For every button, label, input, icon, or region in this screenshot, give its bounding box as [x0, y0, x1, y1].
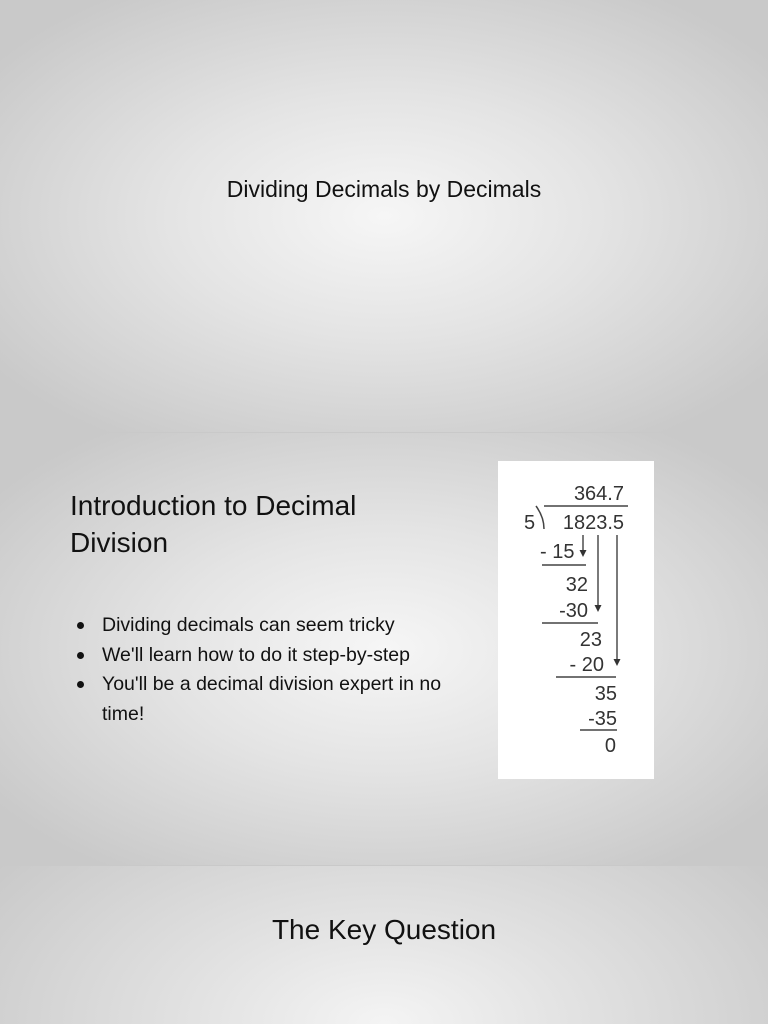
key-question-slide: [0, 866, 768, 1024]
bullet-text: Dividing decimals can seem tricky: [102, 614, 395, 636]
bullet-text: You'll be a decimal division expert in no time!: [102, 673, 442, 725]
bring-down-arrow-2: [595, 535, 602, 612]
bullet-item: [70, 611, 460, 641]
bring-down-arrow-1: [580, 535, 587, 557]
step-subtract-2: -30: [559, 600, 588, 622]
step-remainder-1: 32: [565, 574, 588, 596]
slide-title: Dividing Decimals by Decimals: [226, 176, 542, 202]
quotient-text: 364.7: [573, 483, 624, 505]
slide-heading: Introduction to Decimal Division: [70, 490, 357, 558]
bullet-dot-icon: [77, 652, 84, 659]
divisor-text: 5: [524, 512, 536, 534]
final-remainder: 0: [604, 735, 616, 757]
division-bracket: [536, 506, 544, 529]
step-subtract-1: - 15: [540, 541, 575, 563]
slide-title: The Key Question: [271, 914, 497, 945]
dividend-text: 1823.5: [562, 512, 624, 534]
bullet-text: We'll learn how to do it step-by-step: [102, 643, 410, 666]
bullet-list: [70, 611, 460, 729]
long-division-image: [498, 461, 654, 779]
step-subtract-4: -35: [588, 708, 617, 730]
step-subtract-3: - 20: [569, 654, 604, 676]
bullet-item: [70, 670, 460, 729]
bullet-dot-icon: [77, 622, 84, 629]
intro-slide: [0, 433, 768, 865]
bullet-dot-icon: [77, 681, 84, 688]
step-remainder-2: 23: [579, 629, 602, 651]
bring-down-arrow-3: [614, 535, 621, 666]
step-remainder-3: 35: [594, 683, 617, 705]
title-slide: [0, 0, 768, 432]
bullet-item: [70, 641, 460, 671]
